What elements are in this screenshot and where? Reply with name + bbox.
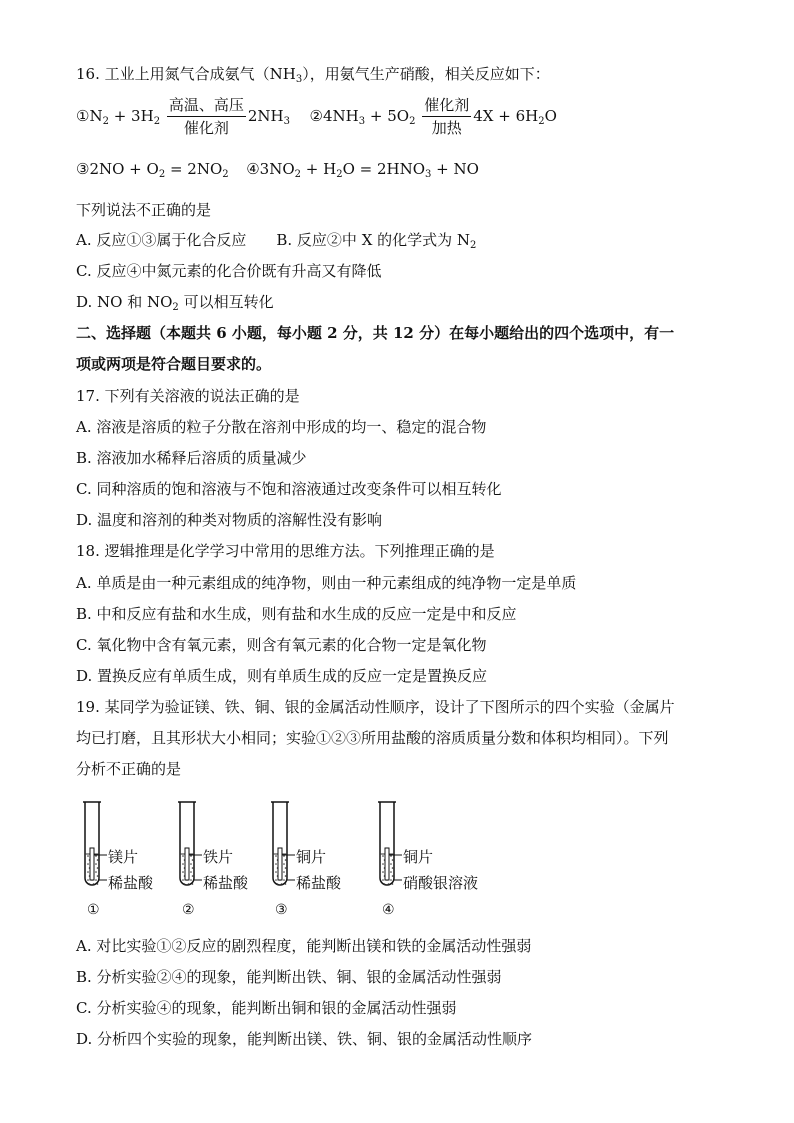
tube-3-solution-label: 稀盐酸 [296, 874, 342, 892]
reaction-2: $②4NH_3 + 5O_2$ $\frac{\text{催化剂}}{\text{加热}}$ $4X + 6H_2O$ [309, 96, 557, 137]
q17-option-d: D. 温度和溶剂的种类对物质的溶解性没有影响 [76, 511, 383, 529]
q17-option-c: C. 同种溶质的饱和溶液与不饱和溶液通过改变条件可以相互转化 [76, 480, 502, 498]
q16-options-ab [76, 230, 476, 250]
q19-stem-line3: 分析不正确的是 [76, 760, 182, 778]
q18-stem: 18. 逻辑推理是化学学习中常用的思维方法。下列推理正确的是 [76, 542, 495, 560]
test-tube-2 [178, 802, 202, 885]
section2-header-line2: 项或两项是符合题目要求的。 [76, 355, 272, 373]
reaction-1: $①N_2 + 3H_2$ $\frac{\text{高温、高压}}{\text{催化剂}}$ $2NH_3$ [76, 96, 290, 137]
test-tube-1 [83, 802, 107, 885]
q18-option-c: C. 氧化物中含有氧元素，则含有氧元素的化合物一定是氧化物 [76, 636, 487, 654]
tube-2-solution-label: 稀盐酸 [203, 874, 249, 892]
section2-header-line1: 二、选择题（本题共 6 小题，每小题 2 分，共 12 分）在每小题给出的四个选项中，有一 [76, 324, 675, 342]
q18-option-a: A. 单质是由一种元素组成的纯净物，则由一种元素组成的纯净物一定是单质 [76, 574, 577, 592]
q16-equations-row1 [76, 94, 557, 139]
q17-stem: 17. 下列有关溶液的说法正确的是 [76, 387, 300, 405]
q16-option-a: A. 反应①③属于化合反应 [76, 231, 247, 249]
tube-2-metal-label: 铁片 [203, 848, 234, 866]
tube-1-metal-label: 镁片 [108, 848, 139, 866]
tube-1-number: ① [87, 902, 100, 918]
tube-4-solution-label: 硝酸银溶液 [403, 874, 479, 892]
q17-option-a: A. 溶液是溶质的粒子分散在溶剂中形成的均一、稳定的混合物 [76, 418, 487, 436]
q18-option-b: B. 中和反应有盐和水生成，则有盐和水生成的反应一定是中和反应 [76, 605, 517, 623]
q19-stem-line1: 19. 某同学为验证镁、铁、铜、银的金属活动性顺序，设计了下图所示的四个实验（金属片 [76, 698, 675, 716]
q17-option-b: B. 溶液加水稀释后溶质的质量减少 [76, 449, 307, 467]
q18-option-d: D. 置换反应有单质生成，则有单质生成的反应一定是置换反应 [76, 667, 488, 685]
q19-option-d: D. 分析四个实验的现象，能判断出镁、铁、铜、银的金属活动性顺序 [76, 1030, 533, 1048]
q16-option-d: D. NO 和 $NO_2$ 可以相互转化 [76, 293, 274, 313]
tube-4-number: ④ [382, 902, 395, 918]
q19-option-b: B. 分析实验②④的现象，能判断出铁、铜、银的金属活动性强弱 [76, 968, 502, 986]
test-tube-3 [271, 802, 295, 885]
tube-2-number: ② [182, 902, 195, 918]
tube-1-solution-label: 稀盐酸 [108, 874, 154, 892]
tube-4-metal-label: 铜片 [403, 848, 434, 866]
q16-question: 下列说法不正确的是 [76, 201, 212, 219]
reaction-3: ③2NO + $O_2 = 2NO_2$ [76, 160, 229, 180]
q16-stem: 16. 工业上用氮气合成氨气$(NH_3)$，用氨气生产硝酸，相关反应如下： [76, 65, 550, 85]
tube-3-number: ③ [275, 902, 288, 918]
q19-option-a: A. 对比实验①②反应的剧烈程度，能判断出镁和铁的金属活动性强弱 [76, 937, 532, 955]
reaction-1-condition: $\frac{\text{高温、高压}}{\text{催化剂}}$ [168, 96, 244, 137]
q16-option-c: C. 反应④中氮元素的化合价既有升高又有降低 [76, 262, 382, 280]
test-tube-4 [378, 802, 402, 885]
q19-stem-line2: 均已打磨，且其形状大小相同；实验①②③所用盐酸的溶质质量分数和体积均相同）。下列 [76, 729, 669, 747]
tube-3-metal-label: 铜片 [296, 848, 327, 866]
reaction-4: $④3NO_2 + H_2O = 2HNO_3$ + NO [246, 160, 479, 180]
q19-option-c: C. 分析实验④的现象，能判断出铜和银的金属活动性强弱 [76, 999, 457, 1017]
reaction-2-condition: $\frac{\text{催化剂}}{\text{加热}}$ [424, 96, 470, 137]
q16-option-b: B. 反应②中 X 的化学式为 $N_2$ [276, 231, 477, 251]
q16-equations-row2 [76, 160, 479, 178]
